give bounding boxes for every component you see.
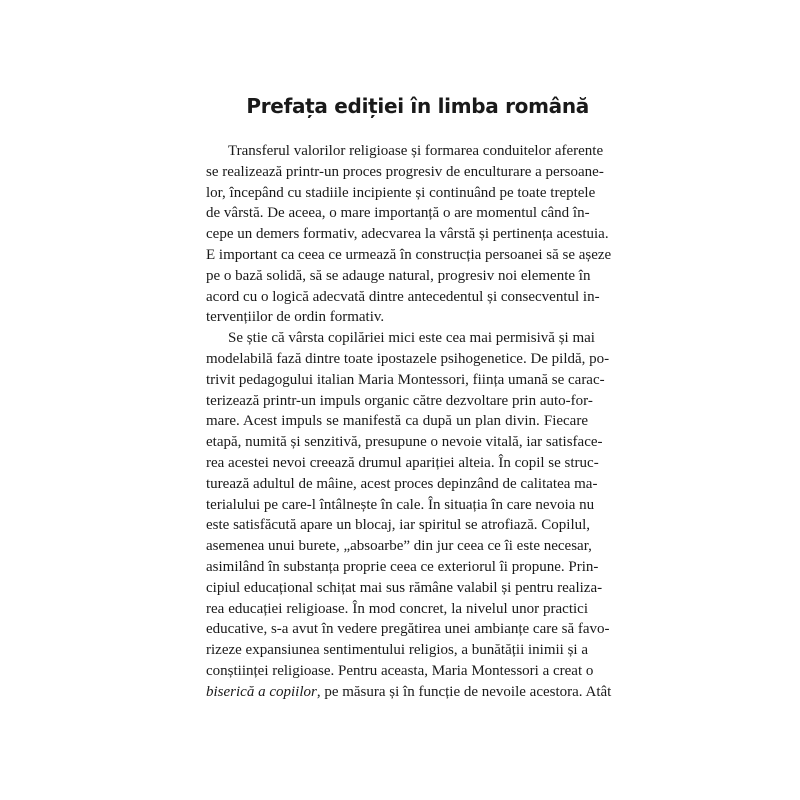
text-line: rea educației religioase. În mod concret, la nivelul unor practici <box>206 600 588 617</box>
text-line: de vârstă. De aceea, o mare importanță o are momentul când în- <box>206 205 590 222</box>
text-line: conștiinței religioase. Pentru aceasta, Maria Montessori a creat o <box>206 662 594 679</box>
text-line: asimilând în substanța proprie ceea ce exteriorul îi propune. Prin- <box>206 558 599 575</box>
text-line: etapă, numită și senzitivă, presupune o nevoie vitală, iar satisface- <box>206 434 603 451</box>
paragraph-1 <box>206 141 612 328</box>
text-line: Se știe că vârsta copilăriei mici este cea mai permisivă și mai <box>228 330 595 347</box>
text-line: E important ca ceea ce urmează în construcția persoanei să se așeze <box>206 246 612 263</box>
italic-term: biserică a copiilor <box>206 683 317 700</box>
text-line: terizează printr-un impuls organic către dezvoltare prin auto-for- <box>206 392 593 409</box>
text-line: se realizează printr-un proces progresiv de enculturare a persoane- <box>206 163 604 180</box>
text-line: pe o bază solidă, să se adauge natural, progresiv noi elemente în <box>206 267 591 284</box>
paragraph-2 <box>206 328 612 702</box>
text-line: rizeze expansiunea sentimentului religios, a bunătății inimii și a <box>206 642 588 659</box>
text-line: asemenea unui burete, „absoarbe” din jur ceea ce îi este necesar, <box>206 538 592 555</box>
text-line: modelabilă fază dintre toate ipostazele psihogenetice. De pildă, po- <box>206 350 610 367</box>
text-line: lor, începând cu stadiile incipiente și continuând pe toate treptele <box>206 184 596 201</box>
page-title: Prefața ediției în limba română <box>246 94 589 118</box>
text-line-final <box>206 682 612 703</box>
text-line-rest: , pe măsura și în funcție de nevoile acestora. Atât <box>316 683 612 700</box>
body-text <box>206 141 612 703</box>
text-line: rea acestei nevoi creează drumul apariției alteia. În copil se struc- <box>206 454 599 471</box>
text-line: turează adultul de mâine, acest proces depinzând de calitatea ma- <box>206 475 598 492</box>
text-line: cipiul educațional schițat mai sus rămâne valabil și pentru realiza- <box>206 579 603 596</box>
text-line: acord cu o logică adecvată dintre antecedentul și consecventul in- <box>206 288 600 305</box>
text-line: cepe un demers formativ, adecvarea la vârstă și pertinența acestuia. <box>206 226 609 243</box>
text-line: educative, s-a avut în vedere pregătirea unei ambianțe care să favo- <box>206 621 610 638</box>
text-line: tervențiilor de ordin formativ. <box>206 309 385 326</box>
text-line: trivit pedagogului italian Maria Montessori, ființa umană se carac- <box>206 371 605 388</box>
text-line: Transferul valorilor religioase și formarea conduitelor aferente <box>228 143 604 159</box>
text-line: mare. Acest impuls se manifestă ca după un plan divin. Fiecare <box>206 413 588 430</box>
text-line: terialului pe care-l întâlnește în cale. În situația în care nevoia nu <box>206 496 595 513</box>
text-line: este satisfăcută apare un blocaj, iar spiritul se atrofiază. Copilul, <box>206 517 591 534</box>
